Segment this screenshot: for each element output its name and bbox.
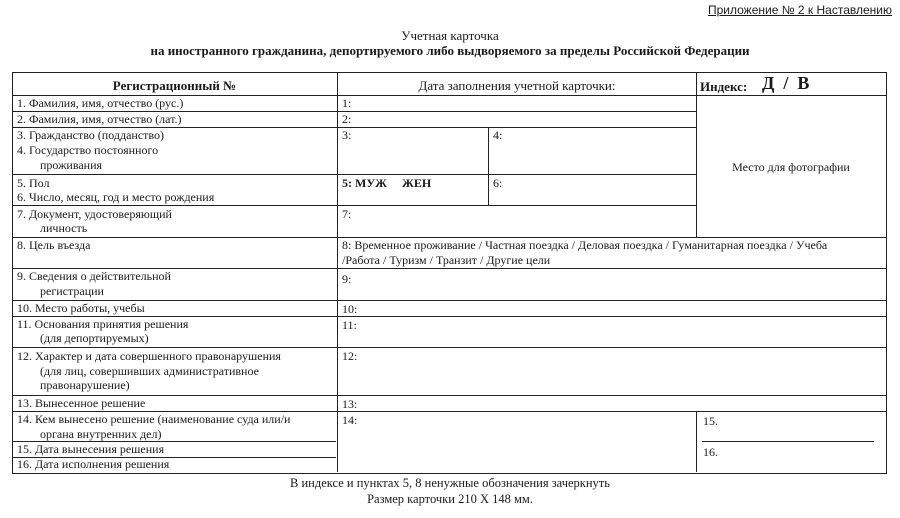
row-4-label: 4. Государство постоянного: [17, 143, 159, 157]
index-label: Индекс:: [700, 79, 748, 94]
row-12-label-cont2: правонарушение): [40, 378, 130, 392]
appendix-label: Приложение № 2 к Наставлению: [708, 3, 892, 17]
row-14-label: 14. Кем вынесено решение (наименование суда или/и: [17, 412, 291, 426]
row-14-label-cont: органа внутренних дел): [40, 427, 162, 441]
row-2-label: 2. Фамилия, имя, отчество (лат.): [17, 112, 182, 126]
row-13-label: 13. Вынесенное решение: [17, 396, 146, 410]
registration-number-label: Регистрационный №: [112, 78, 237, 93]
field-13[interactable]: 13:: [342, 397, 358, 411]
field-10[interactable]: 10:: [342, 302, 358, 316]
field-8-purpose[interactable]: 8: Временное проживание / Частная поездка / Деловая поездка / Гуманитарная поездка / Учеба: [342, 238, 828, 252]
photo-placeholder: Место для фотографии: [732, 160, 850, 174]
field-6[interactable]: 6:: [493, 176, 503, 190]
field-8-purpose-cont[interactable]: /Работа / Туризм / Транзит / Другие цели: [342, 253, 551, 267]
row-12-label: 12. Характер и дата совершенного правонарушения: [17, 349, 281, 363]
row-1-label: 1. Фамилия, имя, отчество (рус.): [17, 96, 184, 110]
field-9[interactable]: 9:: [342, 272, 352, 286]
field-5-sex[interactable]: 5: МУЖ ЖЕН: [342, 176, 432, 190]
card-subtitle: на иностранного гражданина, депортируемого либо выдворяемого за пределы Российской Федерации: [150, 43, 750, 58]
row-12-label-cont: (для лиц, совершивших административное: [40, 364, 259, 378]
row-7-label-cont: личность: [40, 221, 88, 235]
field-4[interactable]: 4:: [493, 128, 503, 142]
row-16-label: 16. Дата исполнения решения: [17, 457, 170, 471]
row-10-label: 10. Место работы, учебы: [17, 301, 145, 315]
field-11[interactable]: 11:: [342, 318, 357, 332]
card-title: Учетная карточка: [401, 28, 499, 43]
row-5-label: 5. Пол: [17, 176, 50, 190]
row-11-label-cont: (для депортируемых): [40, 331, 149, 345]
footer-size-note: Размер карточки 210 Х 148 мм.: [367, 492, 533, 506]
footer-note: В индексе и пунктах 5, 8 ненужные обозначения зачеркнуть: [290, 476, 610, 490]
index-value: Д / В: [762, 73, 810, 93]
field-2[interactable]: 2:: [342, 112, 352, 126]
field-15[interactable]: 15.: [703, 414, 718, 428]
row-3-label: 3. Гражданство (подданство): [17, 128, 164, 142]
field-14[interactable]: 14:: [342, 413, 358, 427]
row-9-label-cont: регистрации: [40, 284, 104, 298]
field-16[interactable]: 16.: [703, 445, 718, 459]
fill-date-label: Дата заполнения учетной карточки:: [418, 78, 616, 93]
row-7-label: 7. Документ, удостоверяющий: [17, 207, 172, 221]
row-9-label: 9. Сведения о действительной: [17, 269, 171, 283]
row-8-label: 8. Цель въезда: [17, 238, 91, 252]
row-11-label: 11. Основания принятия решения: [17, 317, 189, 331]
field-3[interactable]: 3:: [342, 128, 352, 142]
row-4-label-cont: проживания: [40, 158, 103, 172]
field-1[interactable]: 1:: [342, 96, 352, 110]
field-12[interactable]: 12:: [342, 349, 358, 363]
row-15-label: 15. Дата вынесения решения: [17, 442, 165, 456]
field-7[interactable]: 7:: [342, 207, 352, 221]
row-6-label: 6. Число, месяц, год и место рождения: [17, 190, 215, 204]
